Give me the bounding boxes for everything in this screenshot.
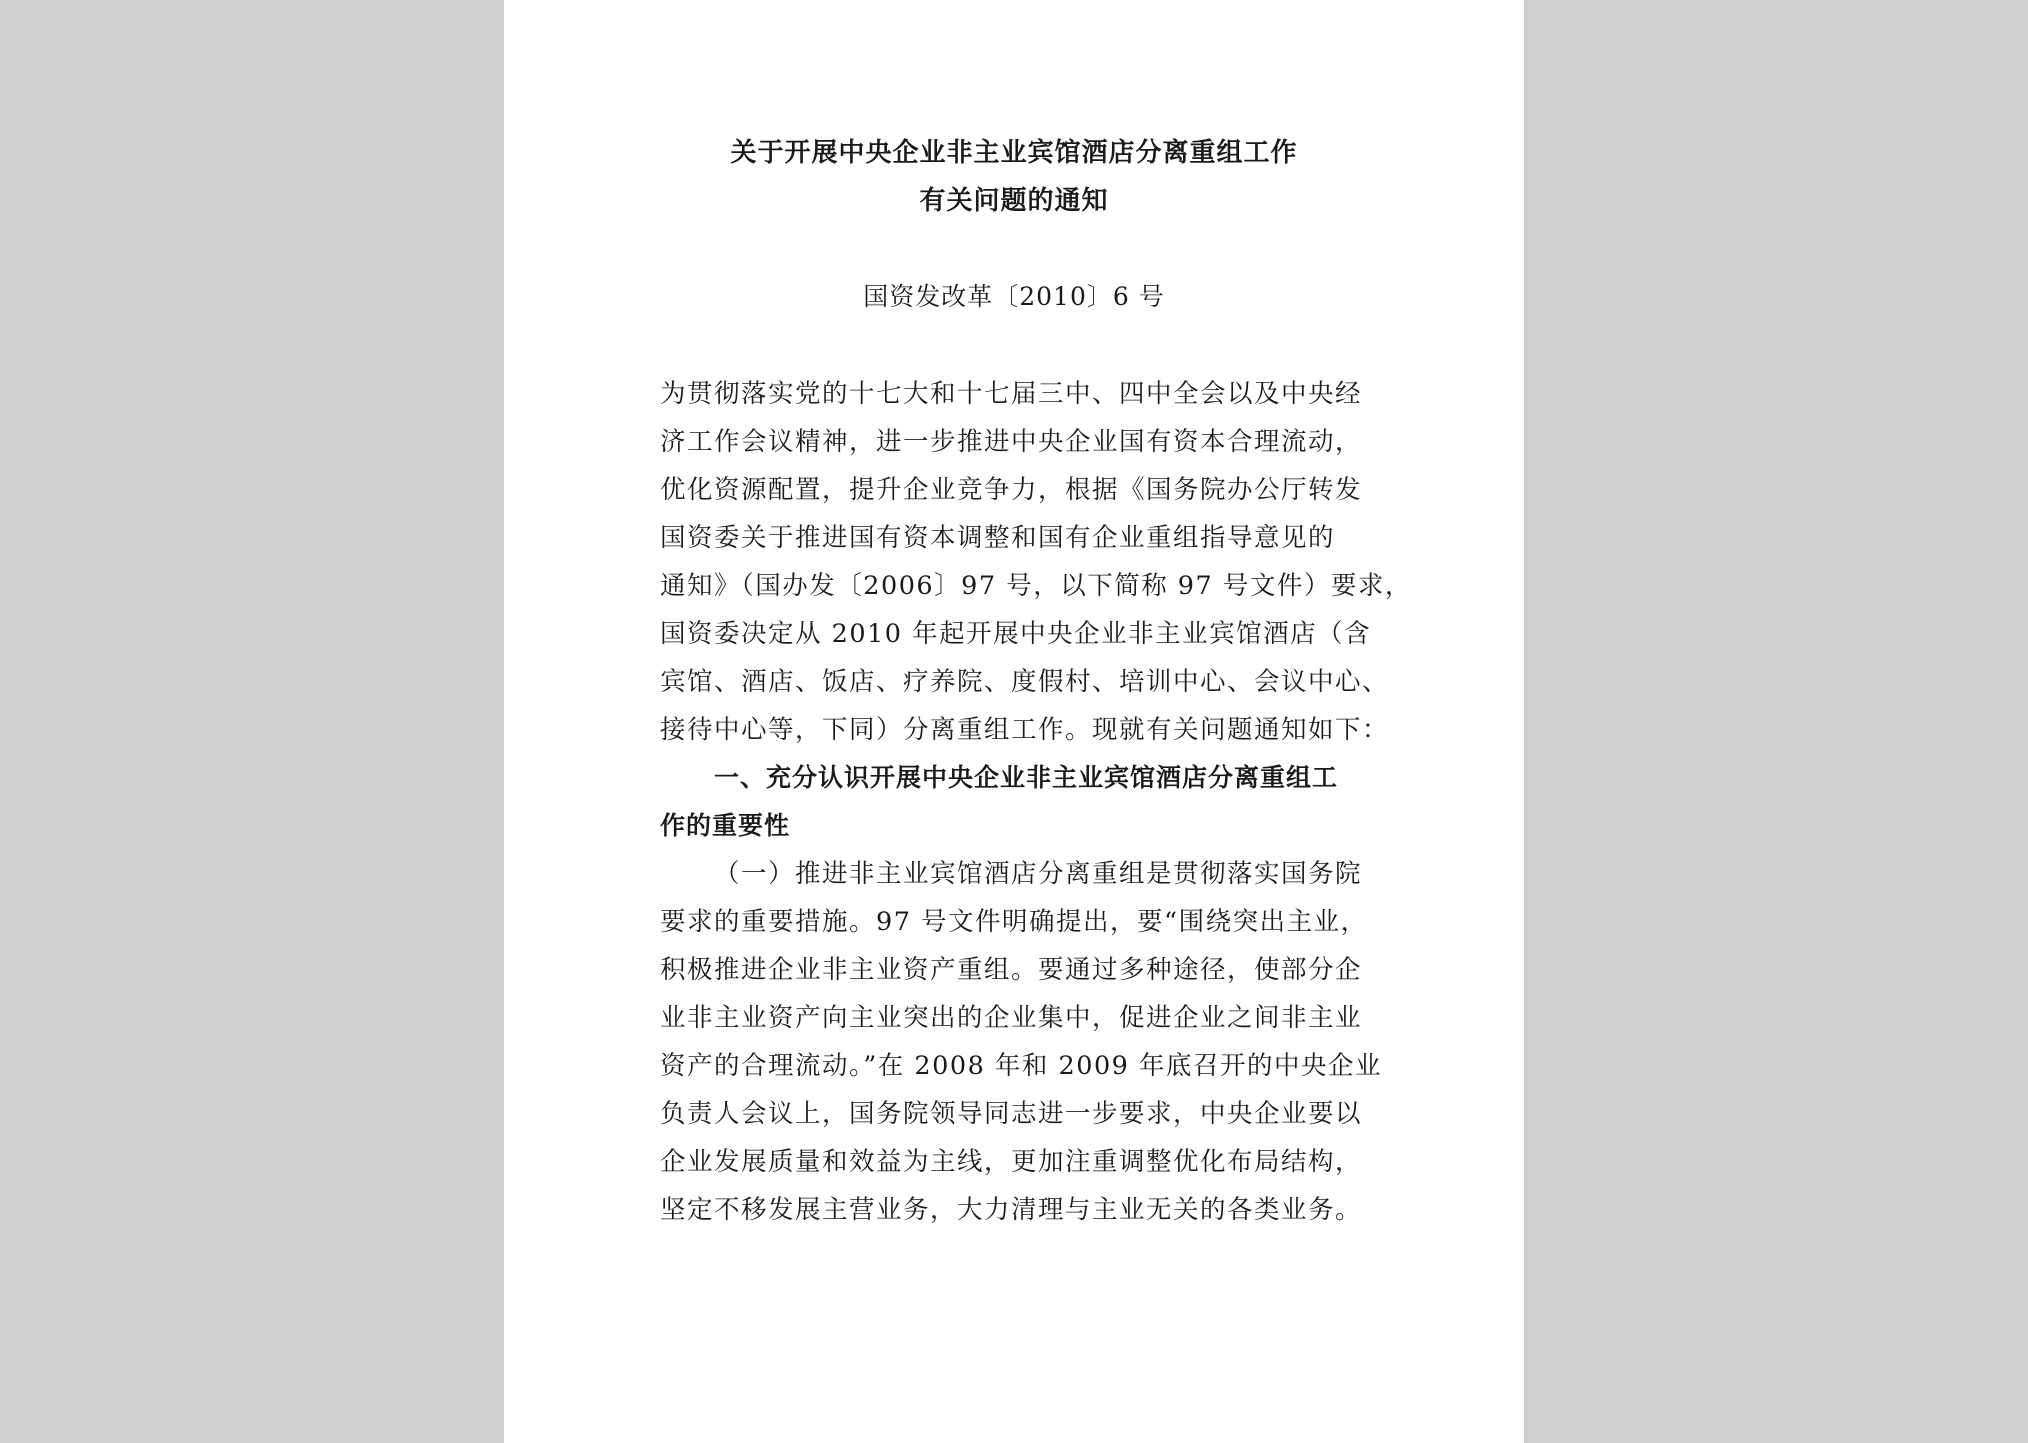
body-line: 业非主业资产向主业突出的企业集中，促进企业之间非主业 (660, 1003, 1363, 1033)
body-line: 坚定不移发展主营业务，大力清理与主业无关的各类业务。 (660, 1195, 1363, 1225)
body-line: （一）推进非主业宾馆酒店分离重组是贯彻落实国务院 (714, 859, 1363, 889)
body-line: 通知》（国办发〔2006〕97 号，以下简称 97 号文件）要求， (660, 571, 1412, 601)
body-line: 要求的重要措施。97 号文件明确提出，要“围绕突出主业， (660, 907, 1368, 937)
body-line: 宾馆、酒店、饭店、疗养院、度假村、培训中心、会议中心、 (660, 667, 1390, 697)
body-line: 资产的合理流动。”在 2008 年和 2009 年底召开的中央企业 (660, 1051, 1383, 1081)
document-body (660, 370, 1412, 1234)
section-heading-continued: 作的重要性 (660, 811, 791, 840)
document-title-line-2: 有关问题的通知 (919, 186, 1109, 216)
body-line: 为贯彻落实党的十七大和十七届三中、四中全会以及中央经 (660, 379, 1363, 409)
body-line: 负责人会议上，国务院领导同志进一步要求，中央企业要以 (660, 1099, 1363, 1129)
body-line: 济工作会议精神，进一步推进中央企业国有资本合理流动， (660, 427, 1363, 457)
document-number: 国资发改革〔2010〕6 号 (863, 282, 1165, 311)
body-line: 接待中心等，下同）分离重组工作。现就有关问题通知如下： (660, 715, 1390, 745)
body-line: 企业发展质量和效益为主线，更加注重调整优化布局结构， (660, 1147, 1363, 1177)
document-page (504, 0, 1524, 1443)
body-line: 国资委决定从 2010 年起开展中央企业非主业宾馆酒店（含 (660, 619, 1372, 649)
document-title-line-1: 关于开展中央企业非主业宾馆酒店分离重组工作 (730, 138, 1298, 168)
body-line: 优化资源配置，提升企业竞争力，根据《国务院办公厅转发 (660, 475, 1363, 505)
body-line: 积极推进企业非主业资产重组。要通过多种途径，使部分企 (660, 955, 1363, 985)
body-line: 国资委关于推进国有资本调整和国有企业重组指导意见的 (660, 523, 1336, 553)
section-heading: 一、充分认识开展中央企业非主业宾馆酒店分离重组工 (714, 763, 1339, 792)
